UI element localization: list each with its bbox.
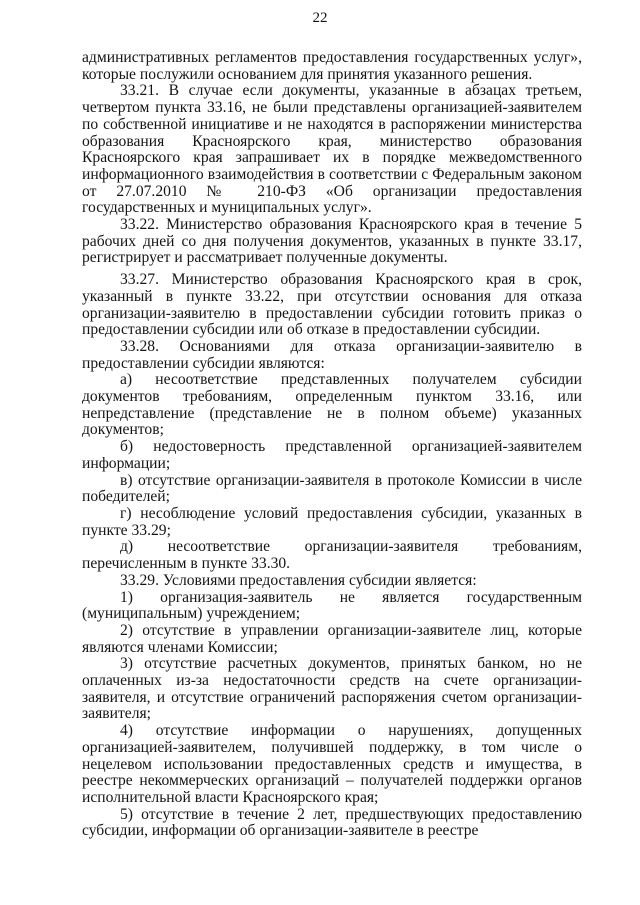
list-item-v: в) отсутствие организации-заявителя в протоколе Комиссии в числе победителей; — [82, 471, 582, 506]
condition-item-2: 2) отсутствие в управлении организации-заявителе лиц, которые являются членами Комиссии; — [82, 621, 582, 656]
condition-item-5: 5) отсутствие в течение 2 лет, предшествующих предоставлению субсидии, информации об организации-заявителе в реестре — [82, 805, 582, 840]
condition-item-1: 1) организация-заявитель не является государственным (муниципальным) учреждением; — [82, 588, 582, 623]
condition-item-4: 4) отсутствие информации о нарушениях, допущенных организацией-заявителем, получившей поддержку, в том числе о нецелевом использовании предоставленных средств и имущества, в реестре некоммерческих организаций – получателей поддержки органов исполнительной власти Красноярского края; — [82, 722, 582, 806]
paragraph-continuation: административных регламентов предоставления государственных услуг», которые послужили основанием для принятия указанного решения. — [82, 49, 582, 83]
paragraph-33-29: 33.29. Условиями предоставления субсидии является: — [120, 571, 477, 589]
list-item-g: г) несоблюдение условий предоставления субсидии, указанных в пункте 33.29; — [82, 504, 582, 539]
paragraph-33-28: 33.28. Основаниями для отказа организации-заявителю в предоставлении субсидии являются: — [82, 337, 582, 372]
paragraph-33-27: 33.27. Министерство образования Красноярского края в срок, указанный в пункте 33.22, при отсутствии основания для отказа организации-заявителю в предоставлении субсидии готовить приказ о предоставлении субсидии или об отказе в предоставлении субсидии. — [82, 271, 582, 339]
paragraph-33-21: 33.21. В случае если документы, указанные в абзацах третьем, четвертом пункта 33.16, не были представлены организацией-заявителем по собственной инициативе и не находятся в распоряжении министерства образования Красноярского края, министерство образования Красноярского края запрашивает их в порядке межведомственного информационного взаимодействия в соответствии с Федеральным законом от 27.07.2010 № 210-ФЗ «Об организации предоставления государственных и муниципальных услуг». — [82, 82, 582, 217]
page-number: 22 — [312, 10, 328, 26]
document-body — [82, 50, 582, 840]
condition-item-3: 3) отсутствие расчетных документов, принятых банком, но не оплаченных из-за недостаточности средств на счете организации-заявителя, и отсутствие ограничений распоряжения счетом организации-заявителя; — [82, 655, 582, 723]
list-item-a: а) несоответствие представленных получателем субсидии документов требованиям, определенным пунктом 33.16, или непредставление (представление не в полном объеме) указанных документов; — [82, 371, 582, 439]
list-item-b: б) недостоверность представленной организацией-заявителем информации; — [82, 438, 582, 472]
paragraph-33-22: 33.22. Министерство образования Красноярского края в течение 5 рабочих дней со дня получения документов, указанных в пункте 33.17, регистрирует и рассматривает полученные документы. — [82, 216, 582, 267]
list-item-d: д) несоответствие организации-заявителя требованиям, перечисленным в пункте 33.30. — [82, 538, 582, 573]
